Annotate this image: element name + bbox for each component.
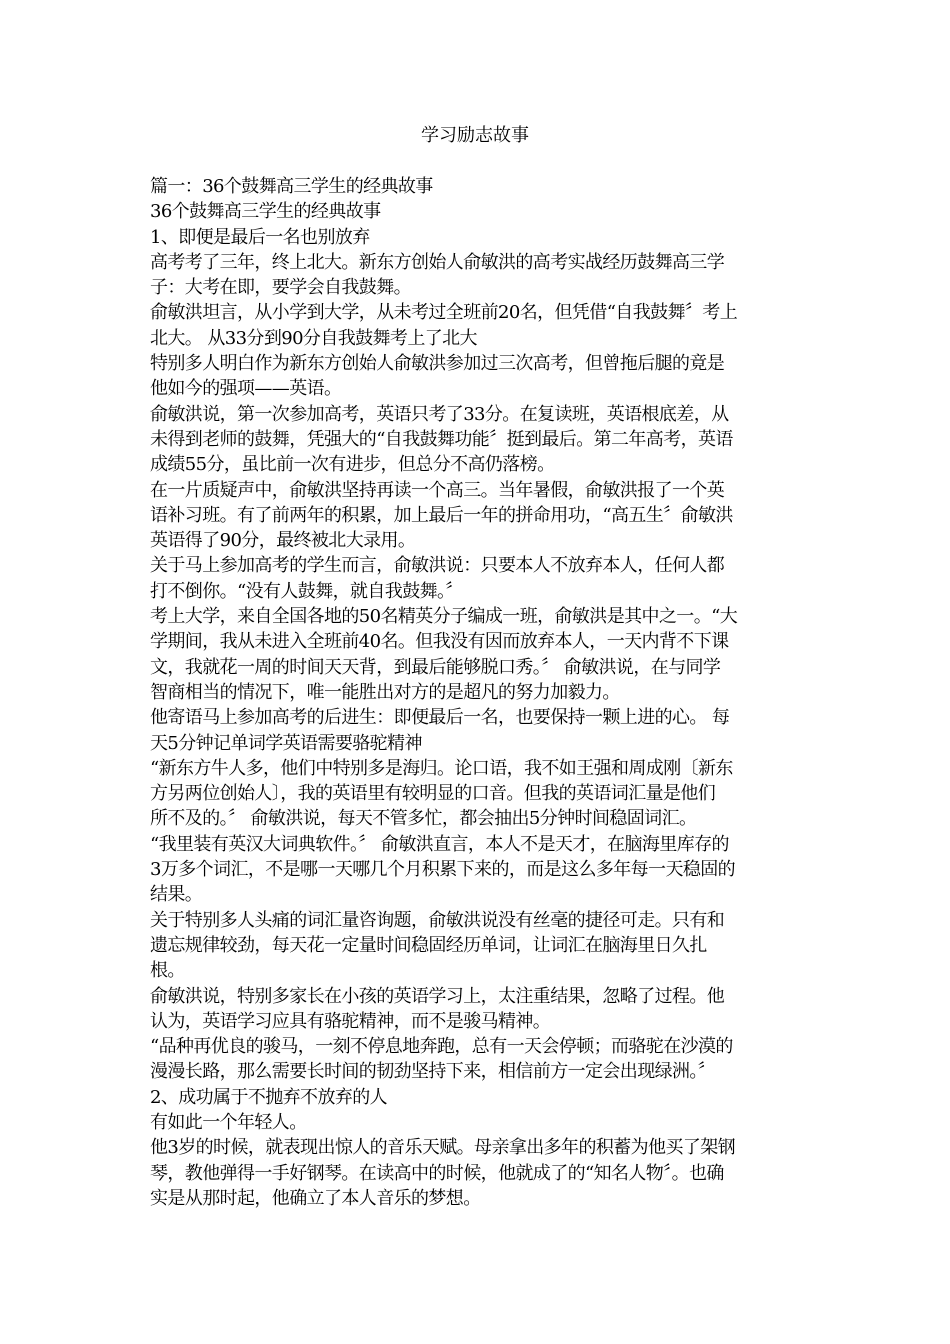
document-body — [150, 174, 800, 1211]
text-line: 天5分钟记单词学英语需要骆驼精神 — [150, 732, 422, 754]
text-line: 认为，英语学习应具有骆驼精神，而不是骏马精神。 — [150, 1010, 551, 1032]
text-line: 所不及的。〞 俞敏洪说，每天不管多忙，都会抽出5分钟时间稳固词汇。 — [150, 808, 697, 830]
text-line: 他寄语马上参加高考的后进生：即便最后一名，也要保持一颗上进的心。 每 — [150, 707, 730, 729]
text-line: 特别多人明白作为新东方创始人俞敏洪参加过三次高考，但曾拖后腿的竟是 — [150, 353, 725, 375]
text-line: 英语得了90分，最终被北大录用。 — [150, 530, 416, 552]
document-title: 学习励志故事 — [421, 125, 529, 146]
text-line: 3万多个词汇，不是哪一天哪几个月积累下来的，而是这么多年每一天稳固的 — [150, 859, 736, 881]
text-line: 关于特别多人头痛的词汇量咨询题，俞敏洪说没有丝毫的捷径可走。只有和 — [150, 909, 725, 931]
text-line: 1、即便是最后一名也别放弃 — [150, 226, 370, 248]
text-line: 琴，教他弹得一手好钢琴。在读高中的时候，他就成了的“知名人物〞。也确 — [150, 1162, 724, 1184]
text-line: “品种再优良的骏马，一刻不停息地奔跑，总有一天会停顿；而骆驼在沙漠的 — [150, 1036, 733, 1058]
text-line: 关于马上参加高考的学生而言，俞敏洪说：只要本人不放弃本人，任何人都 — [150, 555, 725, 577]
text-line: 在一片质疑声中，俞敏洪坚持再读一个高三。当年暑假，俞敏洪报了一个英 — [150, 479, 725, 501]
text-line: 未得到老师的鼓舞，凭强大的“自我鼓舞功能〞挺到最后。第二年高考，英语 — [150, 428, 733, 450]
text-line: 实是从那时起，他确立了本人音乐的梦想。 — [150, 1187, 481, 1209]
text-line: 36个鼓舞高三学生的经典故事 — [150, 201, 381, 223]
text-line: 2、成功属于不抛弃不放弃的人 — [150, 1086, 388, 1108]
text-line: 结果。 — [150, 884, 203, 906]
text-line: 俞敏洪说，第一次参加高考，英语只考了33分。在复读班，英语根底差，从 — [150, 403, 729, 425]
text-line: 文，我就花一周的时间天天背，到最后能够脱口秀。〞 俞敏洪说，在与同学 — [150, 656, 721, 678]
text-line: 根。 — [150, 960, 185, 982]
text-line: 子：大考在即，要学会自我鼓舞。 — [150, 277, 411, 299]
text-line: “我里装有英汉大词典软件。〞 俞敏洪直言，本人不是天才，在脑海里库存的 — [150, 833, 729, 855]
text-line: “新东方牛人多，他们中特别多是海归。论口语，我不如王强和周成刚〔新东 — [150, 757, 733, 779]
text-line: 北大。 从33分到90分自我鼓舞考上了北大 — [150, 327, 477, 349]
text-line: 有如此一个年轻人。 — [150, 1111, 307, 1133]
text-line: 遗忘规律较劲，每天花一定量时间稳固经历单词，让词汇在脑海里日久扎 — [150, 934, 707, 956]
text-line: 俞敏洪说，特别多家长在小孩的英语学习上，太注重结果，忽略了过程。他 — [150, 985, 725, 1007]
text-line: 俞敏洪坦言，从小学到大学，从未考过全班前20名，但凭借“自我鼓舞〞考上 — [150, 302, 738, 324]
text-line: 考上大学，来自全国各地的50名精英分子编成一班，俞敏洪是其中之一。“大 — [150, 606, 738, 628]
text-line: 他3岁的时候，就表现出惊人的音乐天赋。母亲拿出多年的积蓄为他买了架钢 — [150, 1137, 736, 1159]
text-line: 高考考了三年，终上北大。新东方创始人俞敏洪的高考实战经历鼓舞高三学 — [150, 251, 725, 273]
text-line: 他如今的强项——英语。 — [150, 378, 342, 400]
text-line: 漫漫长路，那么需要长时间的韧劲坚持下来，相信前方一定会出现绿洲。〞 — [150, 1061, 716, 1083]
text-line: 篇一：36个鼓舞高三学生的经典故事 — [150, 176, 433, 197]
text-line: 智商相当的情况下，唯一能胜出对方的是超凡的努力加毅力。 — [150, 681, 620, 703]
text-line: 打不倒你。“没有人鼓舞，就自我鼓舞。〞 — [150, 580, 463, 602]
text-line: 学期间，我从未进入全班前40名。但我没有因而放弃本人，一天内背不下课 — [150, 631, 729, 653]
text-line: 语补习班。有了前两年的积累，加上最后一年的拼命用功，“高五生〞俞敏洪 — [150, 504, 733, 526]
text-line: 成绩55分，虽比前一次有进步，但总分不高仍落榜。 — [150, 454, 555, 476]
text-line: 方另两位创始人〕，我的英语里有较明显的口音。但我的英语词汇量是他们 — [150, 783, 716, 805]
